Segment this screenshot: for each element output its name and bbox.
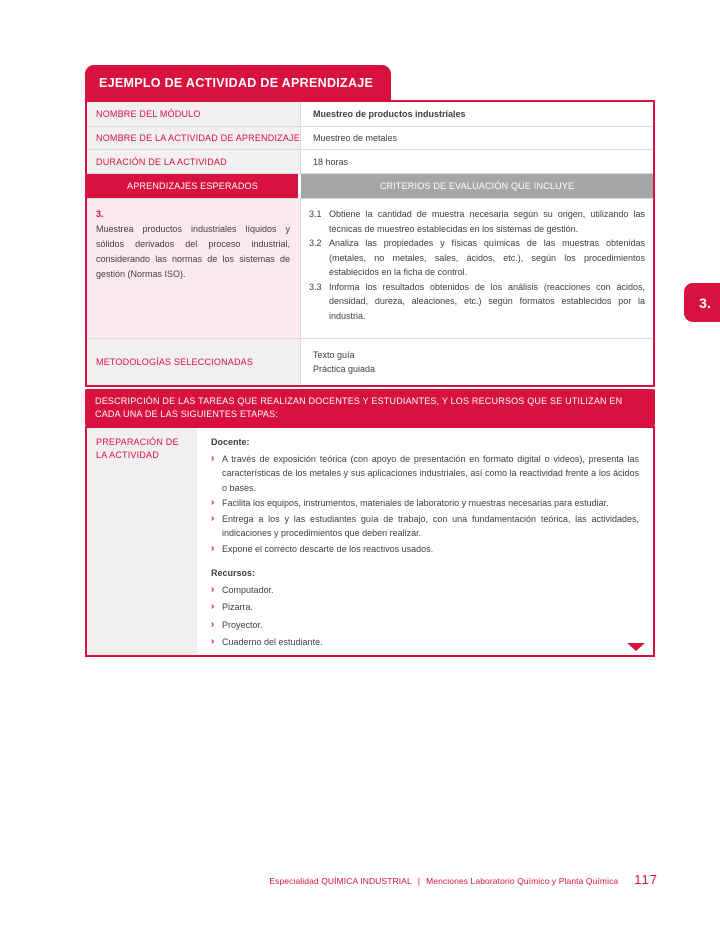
chapter-tab: 3. [684,283,720,322]
bullet-text: Expone el correcto descarte de los reactivos usados. [222,543,434,554]
docente-bullet [211,542,639,557]
footer-separator: | [417,876,421,886]
row-value [301,339,653,385]
row-label: METODOLOGÍAS SELECCIONADAS [87,339,301,385]
bullet-text: A través de exposición teórica (con apoyo de presentación en formato digital o videos), presenta las características de los metales y sus aplicaciones industriales, así como la reactividad frente a los ácidos o bases. [222,453,639,493]
aprendizaje-text: Muestrea productos industriales líquidos y sólidos derivados del proceso industrial, considerando las normas de los sistemas de gestión (Normas ISO). [96,224,290,279]
docente-heading: Docente: [211,437,250,447]
chevron-bullet-icon: › [211,636,215,647]
chevron-bullet-icon: › [211,618,215,630]
metodologia-2: Práctica guiada [313,364,376,374]
recurso-bullet [211,635,639,650]
row-value: 18 horas [313,156,349,167]
criterio-number: 3.2 [309,238,322,248]
criterio-item [309,236,645,280]
metodologia-1: Texto guía [313,350,355,360]
criterio-text: Informa los resultados obtenidos de los análisis (reacciones con ácidos, densidad, dureza, aleaciones, etc.) según formatos establecidos por la industria. [329,281,645,321]
criterio-item [309,280,645,324]
table-row-actividad [87,127,653,150]
description-banner: DESCRIPCIÓN DE LAS TAREAS QUE REALIZAN DOCENTES Y ESTUDIANTES, Y LOS RECURSOS QUE SE UTILIZAN EN CADA UNA DE LAS SIGUIENTES ETAPAS: [85,389,655,426]
chevron-bullet-icon: › [211,601,215,612]
chevron-bullet-icon: › [211,452,215,464]
row-value: Muestreo de metales [313,133,398,143]
criterio-item [309,207,645,236]
preparation-label: PREPARACIÓN DE LA ACTIVIDAD [87,428,197,655]
chevron-bullet-icon: › [211,512,215,524]
criterio-number: 3.3 [309,281,322,292]
row-label: NOMBRE DE LA ACTIVIDAD DE APRENDIZAJE [87,127,301,149]
aprendizaje-number: 3. [96,209,104,219]
docente-bullet [211,452,639,496]
recurso-bullet [211,600,639,615]
bullet-text: Pizarra. [222,602,254,612]
chevron-bullet-icon: › [211,583,215,595]
criterio-text: Obtiene la cantidad de muestra necesaria según su origen, utilizando las técnicas de muestreo establecidas en los sistemas de gestión. [329,209,645,234]
bullet-text: Proyector. [222,619,263,630]
recurso-bullet [211,583,639,598]
table-content-row [87,199,653,339]
column-header-criterios: CRITERIOS DE EVALUACIÓN QUE INCLUYE [301,174,653,198]
preparation-content [197,428,653,655]
table-row-modulo [87,102,653,127]
page-title: EJEMPLO DE ACTIVIDAD DE APRENDIZAJE [85,65,391,100]
page-number: 117 [634,872,658,887]
footer-mentions: Menciones Laboratorio Químico y Planta Química [426,876,619,886]
docente-bullet [211,512,639,541]
criterio-text: Analiza las propiedades y físicas químicas de las muestras obtenidas (metales, no metales, sales, ácidos, etc.), según los procedimientos establecidos en la ficha de control. [329,238,645,277]
docente-bullet [211,496,639,511]
bullet-text: Computador. [222,584,274,595]
preparation-section [85,426,655,657]
recurso-bullet [211,618,639,633]
table-header-row [87,174,653,199]
row-label: DURACIÓN DE LA ACTIVIDAD [87,150,301,173]
chevron-bullet-icon: › [211,497,215,508]
criterios-cell [301,199,653,338]
table-row-duracion [87,150,653,174]
bullet-text: Entrega a los y las estudiantes guía de trabajo, con una fundamentación teórica, las actividades, indicaciones y procedimientos que deben realizar. [222,513,639,538]
aprendizaje-cell [87,199,301,338]
footer-specialty: Especialidad QUÍMICA INDUSTRIAL [269,876,412,886]
chevron-bullet-icon: › [211,542,215,554]
activity-table [85,100,655,387]
row-label: NOMBRE DEL MÓDULO [87,102,301,126]
bullet-text: Facilita los equipos, instrumentos, materiales de laboratorio y muestras necesarias para estudiar. [222,498,609,508]
table-row-metodologias [87,339,653,385]
column-header-aprendizajes: APRENDIZAJES ESPERADOS [87,174,301,198]
continuation-triangle-icon [627,643,645,651]
recursos-block [211,566,639,650]
criterio-number: 3.1 [309,209,322,219]
recursos-heading: Recursos: [211,568,256,578]
row-value: Muestreo de productos industriales [313,109,466,119]
page-footer [85,872,658,887]
bullet-text: Cuaderno del estudiante. [222,637,323,647]
